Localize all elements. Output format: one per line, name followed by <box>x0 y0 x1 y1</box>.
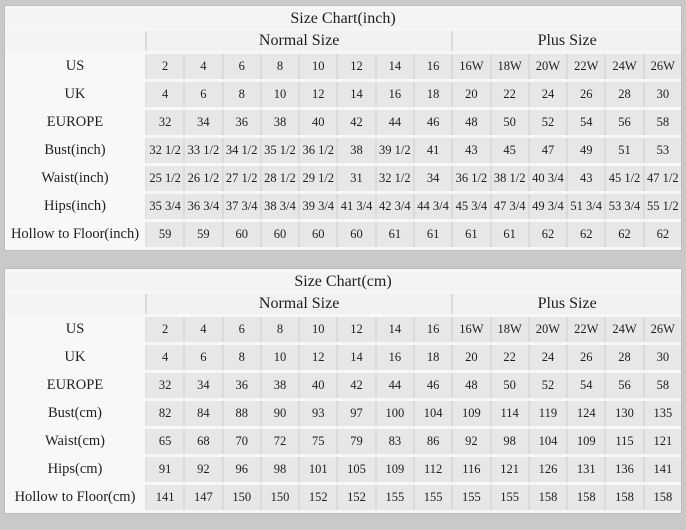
size-value-cell: 52 <box>528 110 566 135</box>
size-value-cell: 61 <box>451 222 489 247</box>
row-label: EUROPE <box>5 373 145 398</box>
row-label: Hips(cm) <box>5 457 145 482</box>
size-value-cell: 116 <box>451 457 489 482</box>
size-value-cell: 109 <box>566 429 604 454</box>
size-value-cell: 32 <box>145 110 183 135</box>
size-value-cell: 18W <box>490 54 528 79</box>
size-value-cell: 39 1/2 <box>375 138 413 163</box>
size-value-cell: 32 1/2 <box>375 166 413 191</box>
size-value-cell: 27 1/2 <box>222 166 260 191</box>
size-value-cell: 22 <box>490 82 528 107</box>
size-value-cell: 62 <box>643 222 681 247</box>
size-value-cell: 26W <box>643 317 681 342</box>
size-value-cell: 96 <box>222 457 260 482</box>
size-value-cell: 16 <box>375 345 413 370</box>
size-value-cell: 6 <box>183 345 221 370</box>
row-label: Hollow to Floor(cm) <box>5 485 145 510</box>
size-value-cell: 47 3/4 <box>490 194 528 219</box>
size-value-cell: 32 <box>145 373 183 398</box>
row-label: Waist(inch) <box>5 166 145 191</box>
size-value-cell: 6 <box>222 317 260 342</box>
size-value-cell: 16W <box>451 317 489 342</box>
size-value-cell: 22W <box>566 317 604 342</box>
size-value-cell: 38 1/2 <box>490 166 528 191</box>
size-value-cell: 51 3/4 <box>566 194 604 219</box>
size-value-cell: 24W <box>604 317 642 342</box>
size-value-cell: 18 <box>413 82 451 107</box>
size-value-cell: 65 <box>145 429 183 454</box>
column-group-label: Plus Size <box>451 294 681 314</box>
size-value-cell: 16 <box>375 82 413 107</box>
size-value-cell: 24W <box>604 54 642 79</box>
size-value-cell: 22 <box>490 345 528 370</box>
size-value-cell: 25 1/2 <box>145 166 183 191</box>
size-value-cell: 88 <box>222 401 260 426</box>
size-value-cell: 119 <box>528 401 566 426</box>
size-value-cell: 8 <box>260 317 298 342</box>
size-value-cell: 49 3/4 <box>528 194 566 219</box>
size-value-cell: 130 <box>604 401 642 426</box>
size-value-cell: 52 <box>528 373 566 398</box>
size-value-cell: 100 <box>375 401 413 426</box>
size-value-cell: 44 <box>375 110 413 135</box>
size-value-cell: 8 <box>222 345 260 370</box>
size-value-cell: 45 <box>490 138 528 163</box>
size-value-cell: 109 <box>451 401 489 426</box>
size-value-cell: 150 <box>260 485 298 510</box>
corner-cell <box>5 294 145 314</box>
size-value-cell: 79 <box>336 429 374 454</box>
size-value-cell: 10 <box>260 345 298 370</box>
size-value-cell: 43 <box>566 166 604 191</box>
size-value-cell: 152 <box>336 485 374 510</box>
size-value-cell: 101 <box>298 457 336 482</box>
size-value-cell: 53 <box>643 138 681 163</box>
size-value-cell: 42 <box>336 373 374 398</box>
size-value-cell: 59 <box>183 222 221 247</box>
size-value-cell: 155 <box>490 485 528 510</box>
size-value-cell: 36 <box>222 110 260 135</box>
size-value-cell: 4 <box>145 345 183 370</box>
size-value-cell: 126 <box>528 457 566 482</box>
size-value-cell: 20 <box>451 345 489 370</box>
size-value-cell: 68 <box>183 429 221 454</box>
size-value-cell: 53 3/4 <box>604 194 642 219</box>
row-label: UK <box>5 345 145 370</box>
size-value-cell: 158 <box>528 485 566 510</box>
size-value-cell: 47 1/2 <box>643 166 681 191</box>
size-value-cell: 36 1/2 <box>298 138 336 163</box>
size-value-cell: 24 <box>528 345 566 370</box>
size-value-cell: 40 3/4 <box>528 166 566 191</box>
corner-cell <box>5 31 145 51</box>
table-title: Size Chart(cm) <box>5 272 681 291</box>
size-value-cell: 61 <box>413 222 451 247</box>
size-value-cell: 158 <box>604 485 642 510</box>
size-value-cell: 8 <box>222 82 260 107</box>
size-value-cell: 41 <box>413 138 451 163</box>
size-value-cell: 12 <box>336 317 374 342</box>
size-value-cell: 20W <box>528 317 566 342</box>
size-value-cell: 90 <box>260 401 298 426</box>
size-value-cell: 26W <box>643 54 681 79</box>
size-value-cell: 46 <box>413 110 451 135</box>
size-value-cell: 28 <box>604 345 642 370</box>
size-value-cell: 4 <box>183 54 221 79</box>
size-value-cell: 58 <box>643 110 681 135</box>
row-label: Waist(cm) <box>5 429 145 454</box>
size-value-cell: 37 3/4 <box>222 194 260 219</box>
size-value-cell: 30 <box>643 82 681 107</box>
size-value-cell: 109 <box>375 457 413 482</box>
size-value-cell: 26 1/2 <box>183 166 221 191</box>
size-value-cell: 158 <box>566 485 604 510</box>
size-value-cell: 28 <box>604 82 642 107</box>
size-value-cell: 155 <box>451 485 489 510</box>
size-value-cell: 115 <box>604 429 642 454</box>
size-value-cell: 150 <box>222 485 260 510</box>
size-value-cell: 33 1/2 <box>183 138 221 163</box>
size-value-cell: 60 <box>298 222 336 247</box>
size-value-cell: 8 <box>260 54 298 79</box>
size-value-cell: 38 3/4 <box>260 194 298 219</box>
size-value-cell: 36 3/4 <box>183 194 221 219</box>
size-value-cell: 20W <box>528 54 566 79</box>
size-value-cell: 54 <box>566 373 604 398</box>
size-value-cell: 41 3/4 <box>336 194 374 219</box>
size-value-cell: 45 1/2 <box>604 166 642 191</box>
size-value-cell: 44 <box>375 373 413 398</box>
size-value-cell: 86 <box>413 429 451 454</box>
size-value-cell: 92 <box>183 457 221 482</box>
size-value-cell: 48 <box>451 110 489 135</box>
size-value-cell: 104 <box>528 429 566 454</box>
size-value-cell: 62 <box>604 222 642 247</box>
size-chart-cm-table <box>4 268 682 514</box>
size-value-cell: 60 <box>222 222 260 247</box>
size-value-cell: 4 <box>183 317 221 342</box>
size-value-cell: 158 <box>643 485 681 510</box>
size-value-cell: 24 <box>528 82 566 107</box>
size-value-cell: 82 <box>145 401 183 426</box>
size-value-cell: 49 <box>566 138 604 163</box>
size-value-cell: 34 1/2 <box>222 138 260 163</box>
size-value-cell: 34 <box>183 373 221 398</box>
size-value-cell: 36 <box>222 373 260 398</box>
size-value-cell: 124 <box>566 401 604 426</box>
size-value-cell: 60 <box>336 222 374 247</box>
size-value-cell: 26 <box>566 82 604 107</box>
size-value-cell: 141 <box>643 457 681 482</box>
size-value-cell: 44 3/4 <box>413 194 451 219</box>
size-value-cell: 155 <box>375 485 413 510</box>
size-value-cell: 14 <box>336 82 374 107</box>
column-group-label: Normal Size <box>145 294 451 314</box>
size-value-cell: 35 1/2 <box>260 138 298 163</box>
size-value-cell: 14 <box>375 317 413 342</box>
size-value-cell: 50 <box>490 373 528 398</box>
size-value-cell: 12 <box>336 54 374 79</box>
size-value-cell: 10 <box>260 82 298 107</box>
size-value-cell: 14 <box>336 345 374 370</box>
column-group-label: Normal Size <box>145 31 451 51</box>
size-value-cell: 12 <box>298 82 336 107</box>
size-value-cell: 59 <box>145 222 183 247</box>
row-label: Hips(inch) <box>5 194 145 219</box>
column-group-label: Plus Size <box>451 31 681 51</box>
size-value-cell: 40 <box>298 110 336 135</box>
size-value-cell: 84 <box>183 401 221 426</box>
size-chart-inch-table <box>4 5 682 251</box>
size-value-cell: 45 3/4 <box>451 194 489 219</box>
size-value-cell: 4 <box>145 82 183 107</box>
size-value-cell: 6 <box>222 54 260 79</box>
size-value-cell: 152 <box>298 485 336 510</box>
size-value-cell: 16 <box>413 317 451 342</box>
size-value-cell: 105 <box>336 457 374 482</box>
size-value-cell: 43 <box>451 138 489 163</box>
size-value-cell: 18W <box>490 317 528 342</box>
size-value-cell: 50 <box>490 110 528 135</box>
row-label: Hollow to Floor(inch) <box>5 222 145 247</box>
size-value-cell: 10 <box>298 317 336 342</box>
size-value-cell: 56 <box>604 373 642 398</box>
size-value-cell: 16 <box>413 54 451 79</box>
size-value-cell: 131 <box>566 457 604 482</box>
size-value-cell: 121 <box>490 457 528 482</box>
size-value-cell: 20 <box>451 82 489 107</box>
size-value-cell: 22W <box>566 54 604 79</box>
table-title: Size Chart(inch) <box>5 9 681 28</box>
row-label: Bust(cm) <box>5 401 145 426</box>
size-value-cell: 121 <box>643 429 681 454</box>
row-label: Bust(inch) <box>5 138 145 163</box>
size-value-cell: 47 <box>528 138 566 163</box>
size-value-cell: 58 <box>643 373 681 398</box>
size-value-cell: 70 <box>222 429 260 454</box>
size-value-cell: 38 <box>260 110 298 135</box>
row-label: US <box>5 317 145 342</box>
size-value-cell: 31 <box>336 166 374 191</box>
size-value-cell: 38 <box>260 373 298 398</box>
size-value-cell: 98 <box>260 457 298 482</box>
size-value-cell: 91 <box>145 457 183 482</box>
size-value-cell: 6 <box>183 82 221 107</box>
size-value-cell: 2 <box>145 317 183 342</box>
size-value-cell: 98 <box>490 429 528 454</box>
size-value-cell: 55 1/2 <box>643 194 681 219</box>
size-value-cell: 26 <box>566 345 604 370</box>
size-value-cell: 62 <box>528 222 566 247</box>
size-value-cell: 54 <box>566 110 604 135</box>
size-value-cell: 75 <box>298 429 336 454</box>
size-value-cell: 12 <box>298 345 336 370</box>
size-value-cell: 38 <box>336 138 374 163</box>
size-value-cell: 14 <box>375 54 413 79</box>
size-value-cell: 34 <box>413 166 451 191</box>
size-value-cell: 104 <box>413 401 451 426</box>
size-value-cell: 2 <box>145 54 183 79</box>
size-chart-table <box>5 6 681 250</box>
size-value-cell: 135 <box>643 401 681 426</box>
size-value-cell: 83 <box>375 429 413 454</box>
size-value-cell: 141 <box>145 485 183 510</box>
size-value-cell: 61 <box>490 222 528 247</box>
size-value-cell: 29 1/2 <box>298 166 336 191</box>
size-value-cell: 32 1/2 <box>145 138 183 163</box>
size-value-cell: 16W <box>451 54 489 79</box>
size-value-cell: 30 <box>643 345 681 370</box>
size-value-cell: 18 <box>413 345 451 370</box>
size-value-cell: 51 <box>604 138 642 163</box>
size-chart-table <box>5 269 681 513</box>
size-value-cell: 60 <box>260 222 298 247</box>
size-value-cell: 155 <box>413 485 451 510</box>
size-value-cell: 92 <box>451 429 489 454</box>
size-value-cell: 56 <box>604 110 642 135</box>
size-value-cell: 36 1/2 <box>451 166 489 191</box>
size-value-cell: 28 1/2 <box>260 166 298 191</box>
size-value-cell: 48 <box>451 373 489 398</box>
size-value-cell: 114 <box>490 401 528 426</box>
size-value-cell: 61 <box>375 222 413 247</box>
size-value-cell: 35 3/4 <box>145 194 183 219</box>
size-value-cell: 34 <box>183 110 221 135</box>
size-value-cell: 112 <box>413 457 451 482</box>
size-value-cell: 40 <box>298 373 336 398</box>
size-value-cell: 93 <box>298 401 336 426</box>
size-value-cell: 46 <box>413 373 451 398</box>
size-value-cell: 72 <box>260 429 298 454</box>
size-value-cell: 147 <box>183 485 221 510</box>
row-label: EUROPE <box>5 110 145 135</box>
size-value-cell: 62 <box>566 222 604 247</box>
row-label: US <box>5 54 145 79</box>
size-value-cell: 97 <box>336 401 374 426</box>
size-value-cell: 10 <box>298 54 336 79</box>
row-label: UK <box>5 82 145 107</box>
size-value-cell: 136 <box>604 457 642 482</box>
size-value-cell: 42 <box>336 110 374 135</box>
size-value-cell: 39 3/4 <box>298 194 336 219</box>
size-value-cell: 42 3/4 <box>375 194 413 219</box>
